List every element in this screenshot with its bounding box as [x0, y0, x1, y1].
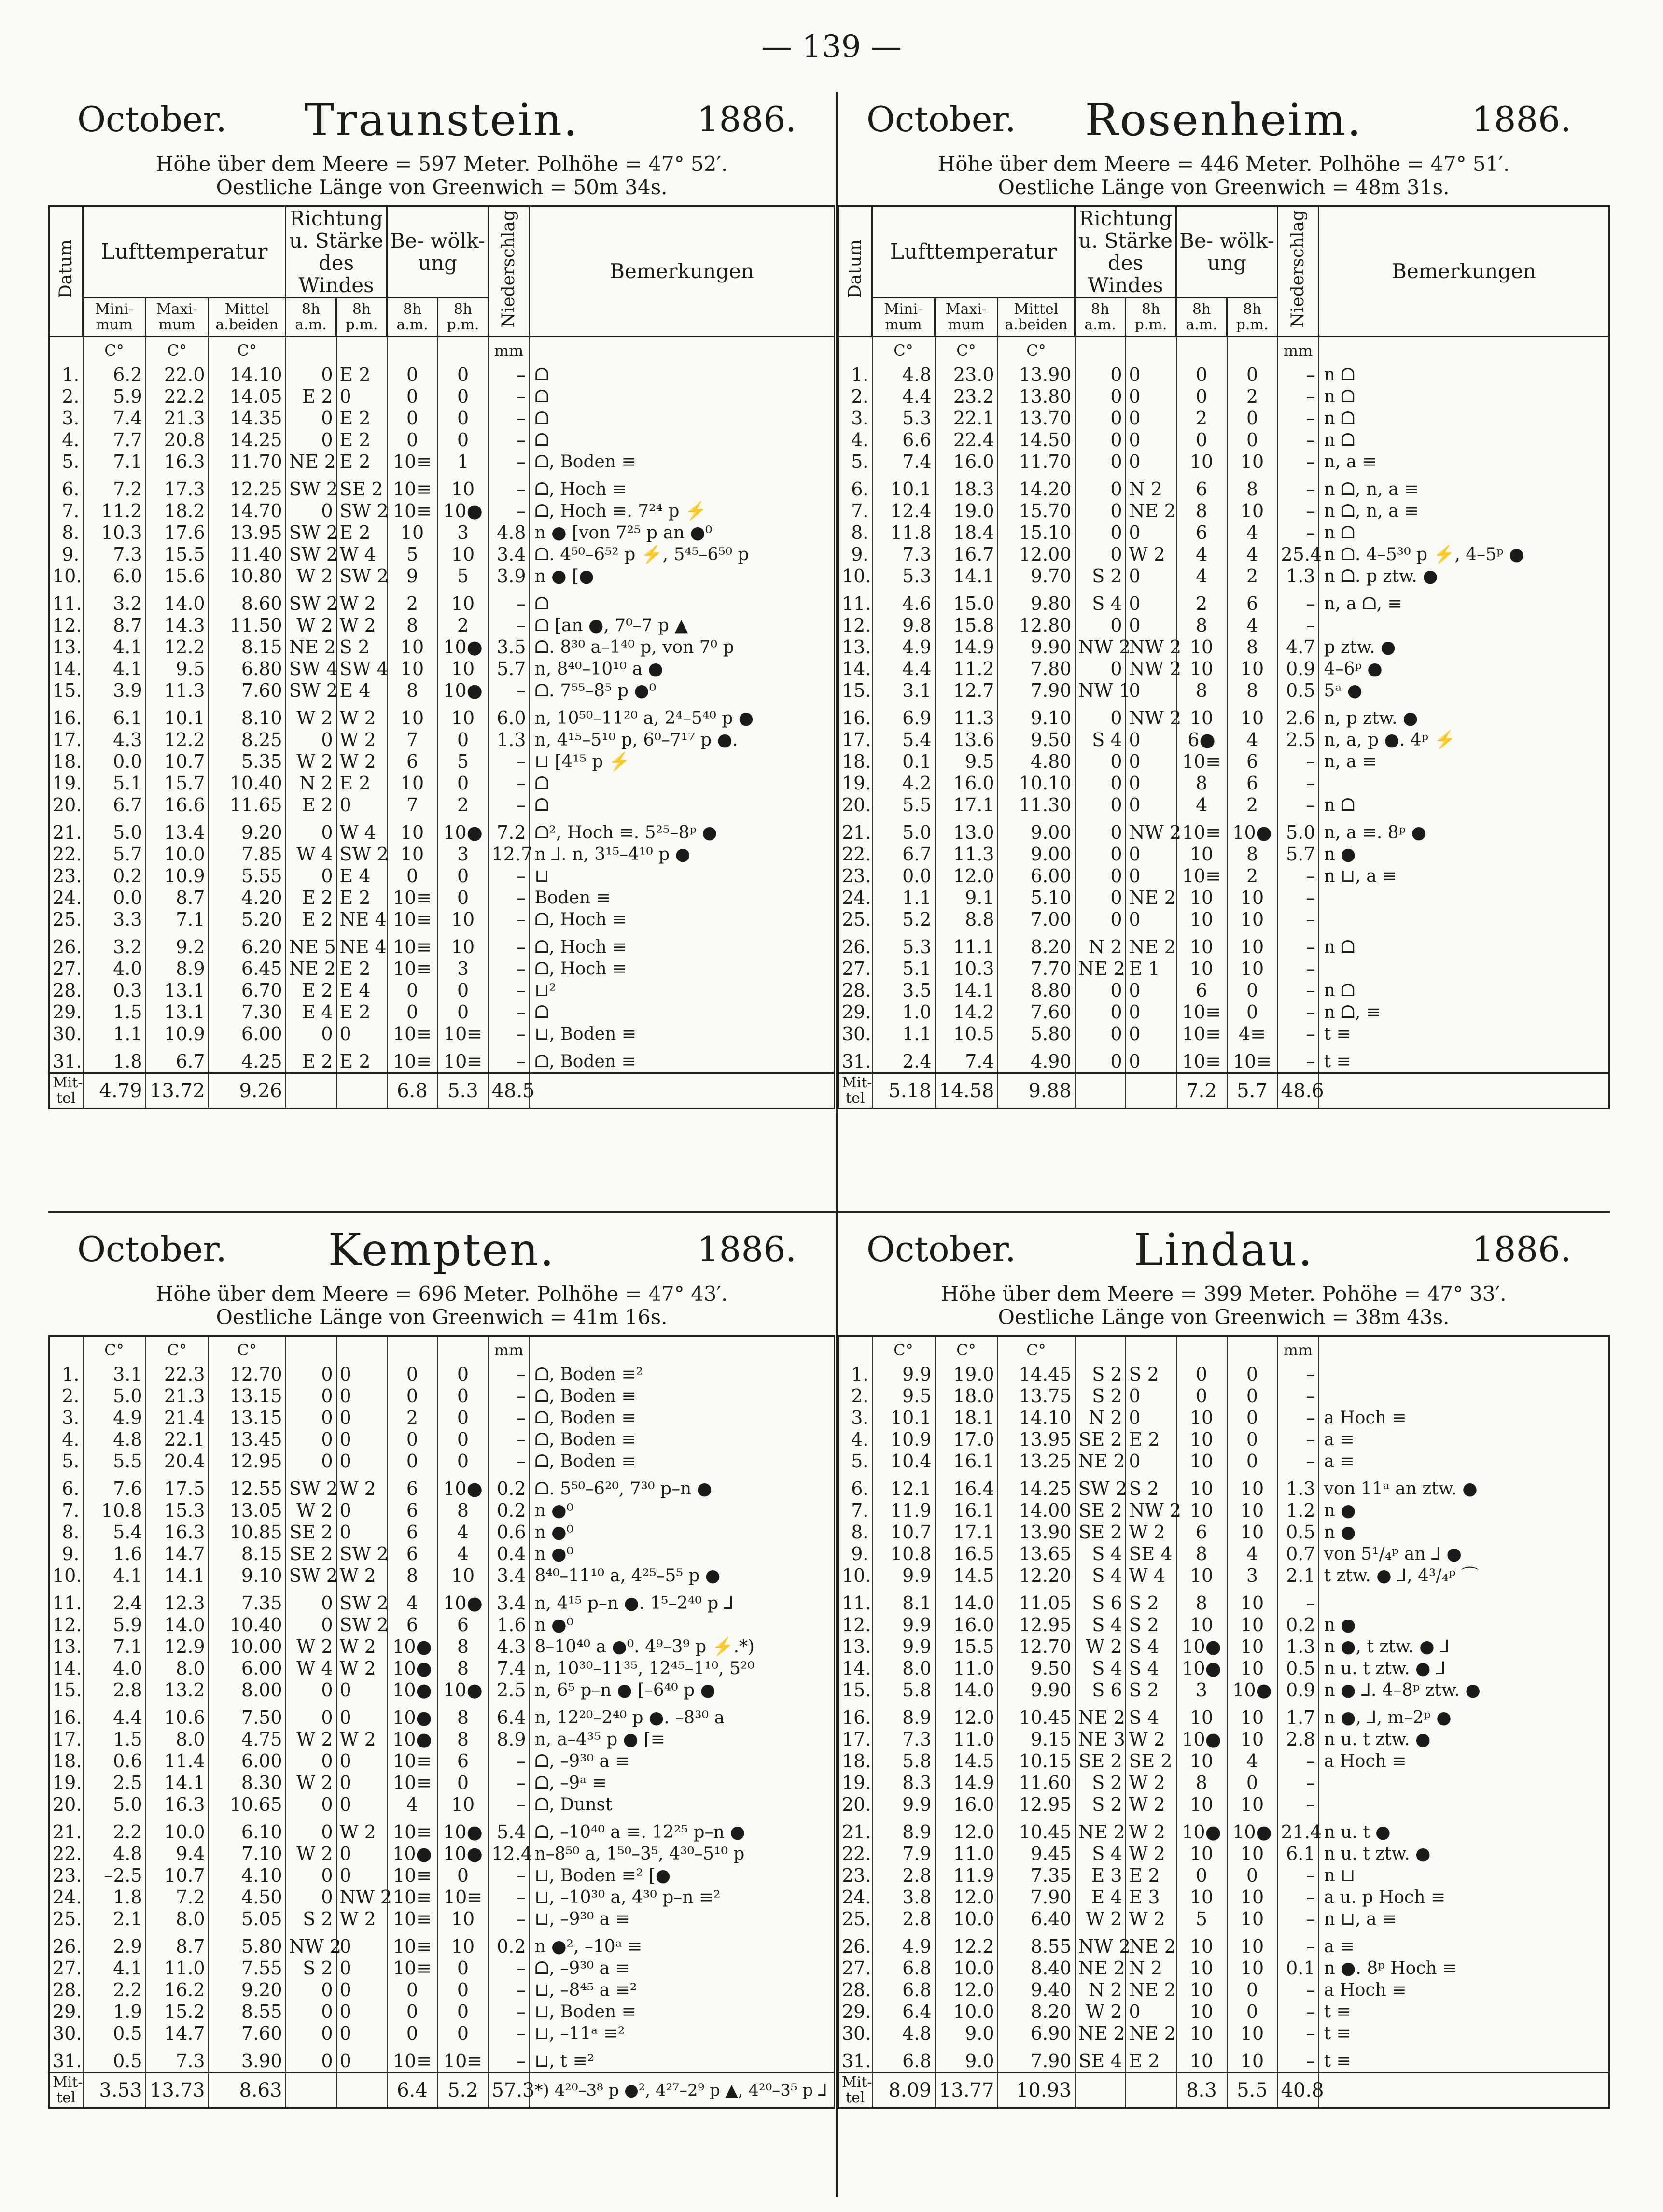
day-row: 28. 3.5 14.1 8.80 0 0 6 0 – n ᗝ: [838, 980, 1609, 1001]
units-row: C° C° C° mm: [838, 1336, 1609, 1364]
day-row: 18. 0.0 10.7 5.35 W 2 W 2 6 5 – ⊔ [4¹⁵ p ⚡: [49, 751, 835, 773]
day-row: 13. 4.9 14.9 9.90 NW 2 NW 2 10 8 4.7 p ztw. ●: [838, 636, 1609, 658]
subcol-mittel: Mittel a.beiden: [998, 298, 1075, 337]
day-row: 26. 5.3 11.1 8.20 N 2 NE 2 10 10 – n ᗝ: [838, 930, 1609, 958]
day-row: 23. 2.8 11.9 7.35 E 3 E 2 0 0 – n ⊔: [838, 1865, 1609, 1887]
day-row: 30. 0.5 14.7 7.60 0 0 0 0 – ⊔, –11ᵃ ≡²: [49, 2023, 835, 2044]
station-name: Rosenheim.: [1085, 94, 1363, 146]
day-row: 22. 5.7 10.0 7.85 W 4 SW 2 10 3 12.7 n ⅃. n, 3¹⁵–4¹⁰ p ●: [49, 844, 835, 865]
day-row: 21. 8.9 12.0 10.45 NE 2 W 2 10● 10● 21.4 n u. t ●: [838, 1816, 1609, 1843]
day-row: 5. 10.4 16.1 13.25 NE 2 0 10 0 – a ≡: [838, 1451, 1609, 1472]
day-row: 24. 3.8 12.0 7.90 E 4 E 3 10 10 – a u. p Hoch ≡: [838, 1887, 1609, 1908]
weather-table: [838, 1335, 1610, 2109]
day-row: 21. 5.0 13.4 9.20 0 W 4 10 10● 7.2 ᗝ², Hoch ≡. 5²⁵–8ᵖ ●: [49, 816, 835, 844]
day-row: 16. 4.4 10.6 7.50 0 0 10● 8 6.4 n, 12²⁰–2⁴⁰ p ●. –8³⁰ a: [49, 1701, 835, 1729]
year-label: 1886.: [697, 1229, 797, 1269]
subcol-maximum: Maxi- mum: [146, 298, 209, 337]
day-row: 8. 10.7 17.1 13.90 SE 2 W 2 6 10 0.5 n ●: [838, 1522, 1609, 1543]
day-row: 10. 5.3 14.1 9.70 S 2 0 4 2 1.3 n ᗝ. p ztw. ●: [838, 565, 1609, 587]
station-kempten: [48, 1214, 835, 2199]
day-row: 27. 4.0 8.9 6.45 NE 2 E 2 10≡ 3 – ᗝ, Hoch ≡: [49, 958, 835, 980]
subcol-h8am: 8h a.m.: [1075, 298, 1126, 337]
page-number: — 139 —: [761, 29, 902, 65]
elevation-line: Höhe über dem Meere = 399 Meter. Pohöhe = 47° 33′.: [941, 1282, 1507, 1306]
day-row: 2. 9.5 18.0 13.75 S 2 0 0 0 –: [838, 1385, 1609, 1407]
month-label: October.: [866, 99, 1016, 140]
day-row: 13. 7.1 12.9 10.00 W 2 W 2 10● 8 4.3 8–10⁴⁰ a ●⁰. 4⁹–3⁹ p ⚡.*): [49, 1636, 835, 1658]
day-row: 19. 2.5 14.1 8.30 W 2 0 10≡ 0 – ᗝ, –9ᵃ ≡: [49, 1772, 835, 1794]
weather-table: [838, 205, 1610, 1109]
day-row: 21. 2.2 10.0 6.10 0 W 2 10≡ 10● 5.4 ᗝ, –10⁴⁰ a ≡. 12²⁵ p–n ●: [49, 1816, 835, 1843]
day-row: 2. 5.0 21.3 13.15 0 0 0 0 – ᗝ, Boden ≡: [49, 1385, 835, 1407]
day-row: 22. 4.8 9.4 7.10 W 2 0 10● 10● 12.4 n–8⁵⁰ a, 1⁵⁰–3⁵, 4³⁰–5¹⁰ p: [49, 1843, 835, 1865]
day-row: 17. 7.3 11.0 9.15 NE 3 W 2 10● 10 2.8 n u. t ztw. ●: [838, 1729, 1609, 1750]
day-row: 3. 10.1 18.1 14.10 N 2 0 10 0 – a Hoch ≡: [838, 1407, 1609, 1429]
col-bewolkung: Be- wölk- ung: [387, 206, 489, 298]
day-row: 17. 1.5 8.0 4.75 W 2 W 2 10● 8 8.9 n, a–4³⁵ p ● [≡: [49, 1729, 835, 1750]
col-bemerkungen: Bemerkungen: [1319, 206, 1609, 337]
day-row: 21. 5.0 13.0 9.00 0 NW 2 10≡ 10● 5.0 n, a ≡. 8ᵖ ●: [838, 816, 1609, 844]
day-row: 12. 9.9 16.0 12.95 S 4 S 2 10 10 0.2 n ●: [838, 1614, 1609, 1636]
day-row: 1. 6.2 22.0 14.10 0 E 2 0 0 – ᗝ: [49, 364, 835, 386]
units-row: C° C° C° mm: [838, 337, 1609, 365]
day-row: 18. 0.1 9.5 4.80 0 0 10≡ 6 – n, a ≡: [838, 751, 1609, 773]
footnote: *) 4²⁰–3⁸ p ●², 4²⁷–2⁹ p ▲, 4²⁰–3⁵ p ⅃: [530, 2073, 835, 2108]
day-row: 15. 3.9 11.3 7.60 SW 2 E 4 8 10● – ᗝ. 7⁵⁵–8⁵ p ●⁰: [49, 680, 835, 702]
day-row: 16. 6.1 10.1 8.10 W 2 W 2 10 10 6.0 n, 10⁵⁰–11²⁰ a, 2⁴–5⁴⁰ p ●: [49, 702, 835, 729]
month-label: October.: [77, 1229, 227, 1269]
day-row: 31. 1.8 6.7 4.25 E 2 E 2 10≡ 10≡ – ᗝ, Boden ≡: [49, 1045, 835, 1073]
day-row: 4. 6.6 22.4 14.50 0 0 0 0 – n ᗝ: [838, 429, 1609, 451]
year-label: 1886.: [1471, 1229, 1571, 1269]
station-header: [838, 1214, 1610, 1335]
day-row: 4. 7.7 20.8 14.25 0 E 2 0 0 – ᗝ: [49, 429, 835, 451]
day-row: 14. 4.0 8.0 6.00 W 4 W 2 10● 8 7.4 n, 10³⁰–11³⁵, 12⁴⁵–1¹⁰, 5²⁰: [49, 1658, 835, 1679]
day-row: 5. 7.1 16.3 11.70 NE 2 E 2 10≡ 1 – ᗝ, Boden ≡: [49, 451, 835, 473]
day-row: 24. 1.8 7.2 4.50 0 NW 2 10≡ 10≡ – ⊔, –10³⁰ a, 4³⁰ p–n ≡²: [49, 1887, 835, 1908]
mean-row: Mit- tel 8.09 13.77 10.93 8.3 5.5 40.8: [838, 2073, 1609, 2108]
day-row: 29. 1.0 14.2 7.60 0 0 10≡ 0 – n ᗝ, ≡: [838, 1001, 1609, 1023]
day-row: 30. 1.1 10.9 6.00 0 0 10≡ 10≡ – ⊔, Boden ≡: [49, 1023, 835, 1045]
day-row: 5. 7.4 16.0 11.70 0 0 10 10 – n, a ≡: [838, 451, 1609, 473]
day-row: 31. 0.5 7.3 3.90 0 0 10≡ 10≡ – ⊔, t ≡²: [49, 2044, 835, 2073]
station-name: Lindau.: [1133, 1224, 1314, 1276]
day-row: 23. 0.2 10.9 5.55 0 E 4 0 0 – ⊔: [49, 865, 835, 887]
day-row: 8. 10.3 17.6 13.95 SW 2 E 2 10 3 4.8 n ● [von 7²⁵ p an ●⁰: [49, 522, 835, 544]
subcol-mittel: Mittel a.beiden: [209, 298, 286, 337]
day-row: 11. 4.6 15.0 9.80 S 4 0 2 6 – n, a ᗝ, ≡: [838, 587, 1609, 615]
day-row: 7. 11.2 18.2 14.70 0 SW 2 10≡ 10● – ᗝ, Hoch ≡. 7²⁴ p ⚡: [49, 500, 835, 522]
day-row: 15. 3.1 12.7 7.90 NW 1 0 8 8 0.5 5ᵃ ●: [838, 680, 1609, 702]
day-row: 14. 4.4 11.2 7.80 0 NW 2 10 10 0.9 4–6ᵖ ●: [838, 658, 1609, 680]
middle-divider: [48, 1211, 1610, 1213]
longitude-line: Oestliche Länge von Greenwich = 48m 31s.: [998, 175, 1450, 199]
station-header: [838, 85, 1610, 205]
col-datum: Datum: [838, 206, 872, 337]
day-row: 31. 2.4 7.4 4.90 0 0 10≡ 10≡ – t ≡: [838, 1045, 1609, 1073]
day-row: 4. 4.8 22.1 13.45 0 0 0 0 – ᗝ, Boden ≡: [49, 1429, 835, 1451]
day-row: 14. 4.1 9.5 6.80 SW 4 SW 4 10 10 5.7 n, 8⁴⁰–10¹⁰ a ●: [49, 658, 835, 680]
day-row: 25. 2.1 8.0 5.05 S 2 W 2 10≡ 10 – ⊔, –9³⁰ a ≡: [49, 1908, 835, 1930]
day-row: 22. 6.7 11.3 9.00 0 0 10 8 5.7 n ●: [838, 844, 1609, 865]
day-row: 18. 5.8 14.5 10.15 SE 2 SE 2 10 4 – a Hoch ≡: [838, 1750, 1609, 1772]
day-row: 7. 10.8 15.3 13.05 W 2 0 6 8 0.2 n ●⁰: [49, 1500, 835, 1522]
day-row: 6. 7.2 17.3 12.25 SW 2 SE 2 10≡ 10 – ᗝ, Hoch ≡: [49, 473, 835, 500]
month-label: October.: [77, 99, 227, 140]
col-wind: Richtung u. Stärke des Windes: [286, 206, 387, 298]
mean-row: Mit- tel 3.53 13.73 8.63 6.4 5.2 57.3 *) 4²⁰–3⁸ p ●², 4²⁷–2⁹ p ▲, 4²⁰–3⁵ p ⅃: [49, 2073, 835, 2108]
day-row: 3. 5.3 22.1 13.70 0 0 2 0 – n ᗝ: [838, 408, 1609, 429]
day-row: 12. 9.8 15.8 12.80 0 0 8 4 –: [838, 615, 1609, 636]
center-divider: [836, 92, 838, 2197]
weather-table: [48, 1335, 835, 2109]
col-niederschlag: Niederschlag: [1278, 206, 1319, 337]
day-row: 10. 6.0 15.6 10.80 W 2 SW 2 9 5 3.9 n ● [●: [49, 565, 835, 587]
col-bewolkung: Be- wölk- ung: [1176, 206, 1278, 298]
subcol-h8pm: 8h p.m.: [336, 298, 387, 337]
day-row: 25. 5.2 8.8 7.00 0 0 10 10 –: [838, 909, 1609, 930]
day-row: 13. 9.9 15.5 12.70 W 2 S 4 10● 10 1.3 n ●, t ztw. ● ⅃: [838, 1636, 1609, 1658]
station-header: [48, 1214, 835, 1335]
day-row: 17. 5.4 13.6 9.50 S 4 0 6● 4 2.5 n, a, p ●. 4ᵖ ⚡: [838, 729, 1609, 751]
day-row: 24. 1.1 9.1 5.10 0 NE 2 10 10 –: [838, 887, 1609, 909]
day-row: 5. 5.5 20.4 12.95 0 0 0 0 – ᗝ, Boden ≡: [49, 1451, 835, 1472]
subcol-h8am: 8h a.m.: [387, 298, 438, 337]
day-row: 10. 4.1 14.1 9.10 SW 2 W 2 8 10 3.4 8⁴⁰–11¹⁰ a, 4²⁵–5⁵ p ●: [49, 1565, 835, 1587]
day-row: 2. 4.4 23.2 13.80 0 0 0 2 – n ᗝ: [838, 386, 1609, 408]
day-row: 29. 6.4 10.0 8.20 W 2 0 10 0 – t ≡: [838, 2001, 1609, 2023]
col-wind: Richtung u. Stärke des Windes: [1075, 206, 1176, 298]
day-row: 19. 4.2 16.0 10.10 0 0 8 6 –: [838, 773, 1609, 794]
station-lindau: [838, 1214, 1610, 2199]
subcol-minimum: Mini- mum: [872, 298, 935, 337]
day-row: 8. 11.8 18.4 15.10 0 0 6 4 – n ᗝ: [838, 522, 1609, 544]
day-row: 26. 4.9 12.2 8.55 NW 2 NE 2 10 10 – a ≡: [838, 1930, 1609, 1958]
weather-table: [48, 205, 835, 1109]
elevation-line: Höhe über dem Meere = 597 Meter. Polhöhe = 47° 52′.: [155, 152, 728, 176]
station-traunstein: [48, 85, 835, 1210]
day-row: 20. 6.7 16.6 11.65 E 2 0 7 2 – ᗝ: [49, 794, 835, 816]
day-row: 12. 8.7 14.3 11.50 W 2 W 2 8 2 – ᗝ [an ●, 7⁰–7 p ▲: [49, 615, 835, 636]
month-label: October.: [866, 1229, 1016, 1269]
mean-row: Mit- tel 4.79 13.72 9.26 6.8 5.3 48.5: [49, 1073, 835, 1109]
day-row: 12. 5.9 14.0 10.40 0 SW 2 6 6 1.6 n ●⁰: [49, 1614, 835, 1636]
day-row: 9. 10.8 16.5 13.65 S 4 SE 4 8 4 0.7 von 5¹/₄ᵖ an ⅃ ●: [838, 1543, 1609, 1565]
day-row: 30. 4.8 9.0 6.90 NE 2 NE 2 10 10 – t ≡: [838, 2023, 1609, 2044]
col-niederschlag: Niederschlag: [489, 206, 530, 337]
day-row: 1. 4.8 23.0 13.90 0 0 0 0 – n ᗝ: [838, 364, 1609, 386]
day-row: 8. 5.4 16.3 10.85 SE 2 0 6 4 0.6 n ●⁰: [49, 1522, 835, 1543]
day-row: 7. 12.4 19.0 15.70 0 NE 2 8 10 – n ᗝ, n, a ≡: [838, 500, 1609, 522]
day-row: 6. 12.1 16.4 14.25 SW 2 S 2 10 10 1.3 von 11ᵃ an ztw. ●: [838, 1472, 1609, 1500]
year-label: 1886.: [1471, 99, 1571, 140]
col-bemerkungen: Bemerkungen: [530, 206, 835, 337]
day-row: 22. 7.9 11.0 9.45 S 4 W 2 10 10 6.1 n u. t ztw. ●: [838, 1843, 1609, 1865]
day-row: 31. 6.8 9.0 7.90 SE 4 E 2 10 10 – t ≡: [838, 2044, 1609, 2073]
day-row: 24. 0.0 8.7 4.20 E 2 E 2 10≡ 0 – Boden ≡: [49, 887, 835, 909]
day-row: 11. 8.1 14.0 11.05 S 6 S 2 8 10 –: [838, 1587, 1609, 1614]
station-name: Kempten.: [328, 1224, 556, 1276]
day-row: 9. 7.3 15.5 11.40 SW 2 W 4 5 10 3.4 ᗝ. 4⁵⁰–6⁵² p ⚡, 5⁴⁵–6⁵⁰ p: [49, 544, 835, 565]
day-row: 3. 4.9 21.4 13.15 0 0 2 0 – ᗝ, Boden ≡: [49, 1407, 835, 1429]
day-row: 23. –2.5 10.7 4.10 0 0 10≡ 0 – ⊔, Boden ≡² [●: [49, 1865, 835, 1887]
day-row: 1. 3.1 22.3 12.70 0 0 0 0 – ᗝ, Boden ≡²: [49, 1364, 835, 1385]
day-row: 17. 4.3 12.2 8.25 0 W 2 7 0 1.3 n, 4¹⁵–5¹⁰ p, 6⁰–7¹⁷ p ●.: [49, 729, 835, 751]
day-row: 25. 3.3 7.1 5.20 E 2 NE 4 10≡ 10 – ᗝ, Hoch ≡: [49, 909, 835, 930]
day-row: 18. 0.6 11.4 6.00 0 0 10≡ 6 – ᗝ, –9³⁰ a ≡: [49, 1750, 835, 1772]
day-row: 23. 0.0 12.0 6.00 0 0 10≡ 2 – n ⊔, a ≡: [838, 865, 1609, 887]
day-row: 20. 5.5 17.1 11.30 0 0 4 2 – n ᗝ: [838, 794, 1609, 816]
subcol-h8am: 8h a.m.: [1176, 298, 1227, 337]
subcol-h8am: 8h a.m.: [286, 298, 336, 337]
day-row: 11. 2.4 12.3 7.35 0 SW 2 4 10● 3.4 n, 4¹⁵ p–n ●. 1⁵–2⁴⁰ p ⅃: [49, 1587, 835, 1614]
day-row: 28. 0.3 13.1 6.70 E 2 E 4 0 0 – ⊔²: [49, 980, 835, 1001]
elevation-line: Höhe über dem Meere = 696 Meter. Polhöhe = 47° 43′.: [155, 1282, 728, 1306]
subcol-h8pm: 8h p.m.: [1227, 298, 1278, 337]
day-row: 3. 7.4 21.3 14.35 0 E 2 0 0 – ᗝ: [49, 408, 835, 429]
subcol-h8pm: 8h p.m.: [438, 298, 489, 337]
day-row: 4. 10.9 17.0 13.95 SE 2 E 2 10 0 – a ≡: [838, 1429, 1609, 1451]
day-row: 30. 1.1 10.5 5.80 0 0 10≡ 4≡ – t ≡: [838, 1023, 1609, 1045]
day-row: 20. 9.9 16.0 12.95 S 2 W 2 10 10 –: [838, 1794, 1609, 1816]
elevation-line: Höhe über dem Meere = 446 Meter. Polhöhe = 47° 51′.: [937, 152, 1510, 176]
longitude-line: Oestliche Länge von Greenwich = 50m 34s.: [216, 175, 668, 199]
day-row: 29. 1.9 15.2 8.55 0 0 0 0 – ⊔, Boden ≡: [49, 2001, 835, 2023]
day-row: 19. 5.1 15.7 10.40 N 2 E 2 10 0 – ᗝ: [49, 773, 835, 794]
day-row: 2. 5.9 22.2 14.05 E 2 0 0 0 – ᗝ: [49, 386, 835, 408]
subcol-h8pm: 8h p.m.: [1126, 298, 1176, 337]
day-row: 15. 5.8 14.0 9.90 S 6 S 2 3 10● 0.9 n ● ⅃. 4–8ᵖ ztw. ●: [838, 1679, 1609, 1701]
day-row: 14. 8.0 11.0 9.50 S 4 S 4 10● 10 0.5 n u. t ztw. ● ⅃: [838, 1658, 1609, 1679]
day-row: 28. 6.8 12.0 9.40 N 2 NE 2 10 0 – a Hoch ≡: [838, 1979, 1609, 2001]
station-header: [48, 85, 835, 205]
day-row: 28. 2.2 16.2 9.20 0 0 0 0 – ⊔, –8⁴⁵ a ≡²: [49, 1979, 835, 2001]
col-lufttemperatur: Lufttemperatur: [872, 206, 1075, 298]
day-row: 1. 9.9 19.0 14.45 S 2 S 2 0 0 –: [838, 1364, 1609, 1385]
units-row: C° C° C° mm: [49, 1336, 835, 1364]
subcol-maximum: Maxi- mum: [935, 298, 998, 337]
day-row: 27. 6.8 10.0 8.40 NE 2 N 2 10 10 0.1 n ●. 8ᵖ Hoch ≡: [838, 1958, 1609, 1979]
col-datum: Datum: [49, 206, 83, 337]
day-row: 16. 6.9 11.3 9.10 0 NW 2 10 10 2.6 n, p ztw. ●: [838, 702, 1609, 729]
day-row: 7. 11.9 16.1 14.00 SE 2 NW 2 10 10 1.2 n ●: [838, 1500, 1609, 1522]
units-row: C° C° C° mm: [49, 337, 835, 365]
day-row: 26. 3.2 9.2 6.20 NE 5 NE 4 10≡ 10 – ᗝ, Hoch ≡: [49, 930, 835, 958]
longitude-line: Oestliche Länge von Greenwich = 38m 43s.: [998, 1305, 1450, 1329]
day-row: 6. 7.6 17.5 12.55 SW 2 W 2 6 10● 0.2 ᗝ. 5⁵⁰–6²⁰, 7³⁰ p–n ●: [49, 1472, 835, 1500]
subcol-minimum: Mini- mum: [83, 298, 146, 337]
year-label: 1886.: [697, 99, 797, 140]
station-rosenheim: [838, 85, 1610, 1210]
day-row: 15. 2.8 13.2 8.00 0 0 10● 10● 2.5 n, 6⁵ p–n ● [–6⁴⁰ p ●: [49, 1679, 835, 1701]
day-row: 20. 5.0 16.3 10.65 0 0 4 10 – ᗝ, Dunst: [49, 1794, 835, 1816]
day-row: 13. 4.1 12.2 8.15 NE 2 S 2 10 10● 3.5 ᗝ. 8³⁰ a–1⁴⁰ p, von 7⁰ p: [49, 636, 835, 658]
day-row: 27. 5.1 10.3 7.70 NE 2 E 1 10 10 –: [838, 958, 1609, 980]
day-row: 25. 2.8 10.0 6.40 W 2 W 2 5 10 – n ⊔, a ≡: [838, 1908, 1609, 1930]
day-row: 6. 10.1 18.3 14.20 0 N 2 6 8 – n ᗝ, n, a ≡: [838, 473, 1609, 500]
day-row: 11. 3.2 14.0 8.60 SW 2 W 2 2 10 – ᗝ: [49, 587, 835, 615]
day-row: 9. 1.6 14.7 8.15 SE 2 SW 2 6 4 0.4 n ●⁰: [49, 1543, 835, 1565]
day-row: 10. 9.9 14.5 12.20 S 4 W 4 10 3 2.1 t ztw. ● ⅃, 4³/₄ᵖ ⌒: [838, 1565, 1609, 1587]
day-row: 19. 8.3 14.9 11.60 S 2 W 2 8 0 –: [838, 1772, 1609, 1794]
day-row: 16. 8.9 12.0 10.45 NE 2 S 4 10 10 1.7 n ●, ⅃, m–2ᵖ ●: [838, 1701, 1609, 1729]
day-row: 26. 2.9 8.7 5.80 NW 2 0 10≡ 10 0.2 n ●², –10ᵃ ≡: [49, 1930, 835, 1958]
station-name: Traunstein.: [304, 94, 579, 146]
longitude-line: Oestliche Länge von Greenwich = 41m 16s.: [216, 1305, 668, 1329]
day-row: 9. 7.3 16.7 12.00 0 W 2 4 4 25.4 n ᗝ. 4–5³⁰ p ⚡, 4–5ᵖ ●: [838, 544, 1609, 565]
day-row: 29. 1.5 13.1 7.30 E 4 E 2 0 0 – ᗝ: [49, 1001, 835, 1023]
mean-row: Mit- tel 5.18 14.58 9.88 7.2 5.7 48.6: [838, 1073, 1609, 1109]
day-row: 27. 4.1 11.0 7.55 S 2 0 10≡ 0 – ᗝ, –9³⁰ a ≡: [49, 1958, 835, 1979]
col-lufttemperatur: Lufttemperatur: [83, 206, 286, 298]
